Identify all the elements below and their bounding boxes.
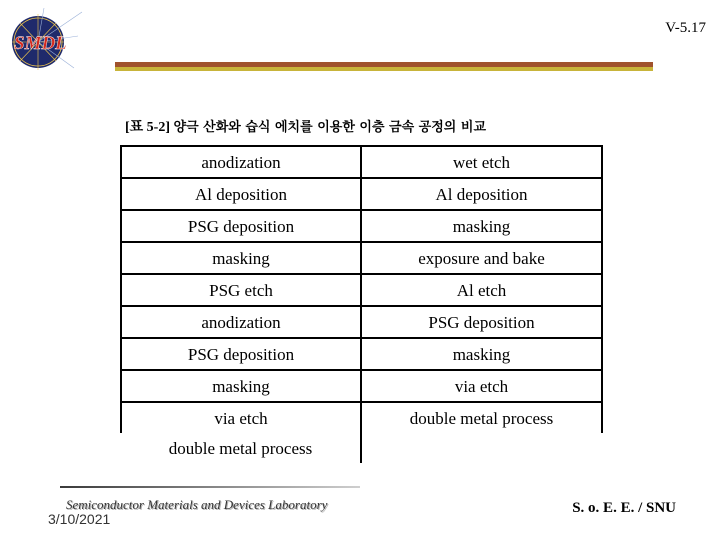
table-caption-text: 양극 산화와 습식 에치를 이용한 이층 금속 공정의 비교: [173, 120, 486, 135]
anodization-process-cell: PSG deposition: [121, 210, 361, 242]
anodization-process-cell: masking: [121, 242, 361, 274]
logo-text: SMDL: [14, 33, 67, 54]
footer-lab-name: Semiconductor Materials and Devices Laboratory: [66, 497, 328, 512]
process-comparison-table: [120, 145, 603, 463]
table-row: [121, 433, 602, 463]
table-caption-prefix: [표 5-2]: [125, 120, 171, 135]
wet-etch-process-cell: PSG deposition: [361, 306, 602, 338]
table-row: [121, 242, 602, 274]
wet-etch-process-cell: double metal process: [361, 402, 602, 433]
footer-rule: [60, 486, 360, 488]
table-row: [121, 210, 602, 242]
wet-etch-process-cell: masking: [361, 338, 602, 370]
table-row: [121, 306, 602, 338]
anodization-process-cell: PSG deposition: [121, 338, 361, 370]
wet-etch-process-cell: Al etch: [361, 274, 602, 306]
logo-graphic: [8, 6, 84, 74]
anodization-process-cell: anodization: [121, 306, 361, 338]
anodization-process-cell: anodization: [121, 146, 361, 178]
table-row: [121, 146, 602, 178]
wet-etch-process-cell: masking: [361, 210, 602, 242]
footer-date: 3/10/2021: [48, 511, 111, 527]
wet-etch-process-cell: Al deposition: [361, 178, 602, 210]
wet-etch-process-cell: [361, 433, 602, 463]
table-row: [121, 178, 602, 210]
wet-etch-process-cell: via etch: [361, 370, 602, 402]
wet-etch-process-cell: wet etch: [361, 146, 602, 178]
lab-logo: [8, 6, 84, 74]
anodization-process-cell: via etch: [121, 402, 361, 433]
table-row: [121, 370, 602, 402]
anodization-process-cell: PSG etch: [121, 274, 361, 306]
table-row: [121, 402, 602, 433]
page-number: V-5.17: [665, 20, 706, 36]
anodization-process-cell: Al deposition: [121, 178, 361, 210]
footer-organization: S. o. E. E. / SNU: [572, 500, 676, 516]
table-body: [121, 146, 602, 463]
table-row: [121, 274, 602, 306]
wet-etch-process-cell: exposure and bake: [361, 242, 602, 274]
anodization-process-cell: double metal process: [168, 438, 313, 458]
anodization-process-cell: masking: [121, 370, 361, 402]
table-caption: [125, 116, 486, 136]
header-rule-bottom: [115, 67, 653, 71]
table-row: [121, 338, 602, 370]
